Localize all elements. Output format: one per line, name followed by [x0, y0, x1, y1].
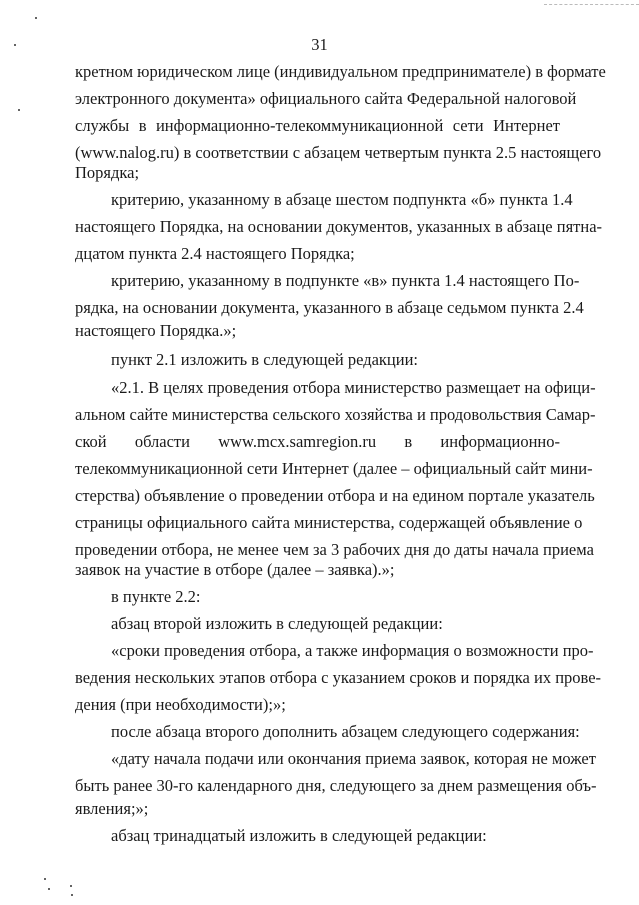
text-line: настоящего Порядка.»; — [75, 321, 237, 340]
text-line: пункт 2.1 изложить в следующей редакции: — [111, 350, 419, 369]
text-line: ской области www.mcx.samregion.ru в информационно- — [75, 432, 560, 451]
text-line: после абзаца второго дополнить абзацем следующего содержания: — [111, 722, 580, 741]
text-line: «дату начала подачи или окончания приема заявок, которая не может — [111, 749, 596, 768]
scan-speck — [18, 109, 20, 111]
scan-edge-mark — [544, 0, 639, 5]
text-line: критерию, указанному в абзаце шестом подпункта «б» пункта 1.4 — [111, 190, 573, 209]
scan-speck — [35, 17, 37, 19]
scan-speck — [14, 44, 16, 46]
text-line: электронного документа» официального сайта Федеральной налоговой — [75, 89, 577, 108]
text-line: «сроки проведения отбора, а также информация о возможности про- — [111, 641, 594, 660]
page-number: 31 — [311, 35, 328, 54]
text-line: абзац тринадцатый изложить в следующей редакции: — [111, 826, 487, 845]
text-line: явления;»; — [75, 799, 149, 818]
text-line: настоящего Порядка, на основании документов, указанных в абзаце пятна- — [75, 217, 603, 236]
text-line: абзац второй изложить в следующей редакции: — [111, 614, 443, 633]
text-line: стерства) объявление о проведении отбора и на едином портале указатель — [75, 486, 595, 505]
text-line: заявок на участие в отборе (далее – заявка).»; — [75, 560, 395, 579]
text-line: в пункте 2.2: — [111, 587, 201, 606]
text-line: проведении отбора, не менее чем за 3 рабочих дня до даты начала приема — [75, 540, 594, 559]
scan-speck — [70, 885, 72, 887]
text-line: телекоммуникационной сети Интернет (далее – официальный сайт мини- — [75, 459, 593, 478]
text-line: рядка, на основании документа, указанного в абзаце седьмом пункта 2.4 — [75, 298, 584, 317]
text-line: ведения нескольких этапов отбора с указанием сроков и порядка их прове- — [75, 668, 602, 687]
text-line: критерию, указанному в подпункте «в» пункта 1.4 настоящего По- — [111, 271, 580, 290]
text-line: (www.nalog.ru) в соответствии с абзацем четвертым пункта 2.5 настоящего — [75, 143, 602, 162]
text-line: службы в информационно-телекоммуникационной сети Интернет — [75, 116, 560, 135]
text-line: дцатом пункта 2.4 настоящего Порядка; — [75, 244, 355, 263]
text-line: Порядка; — [75, 163, 140, 182]
text-line: кретном юридическом лице (индивидуальном предпринимателе) в формате — [75, 62, 606, 81]
text-line: альном сайте министерства сельского хозяйства и продовольствия Самар- — [75, 405, 596, 424]
scan-speck — [48, 888, 50, 890]
text-line: страницы официального сайта министерства, содержащей объявление о — [75, 513, 583, 532]
text-line: быть ранее 30-го календарного дня, следующего за днем размещения объ- — [75, 776, 597, 795]
text-line: «2.1. В целях проведения отбора министерство размещает на офици- — [111, 378, 596, 397]
scan-speck — [71, 894, 73, 896]
text-line: дения (при необходимости);»; — [75, 695, 286, 714]
scan-speck — [44, 878, 46, 880]
